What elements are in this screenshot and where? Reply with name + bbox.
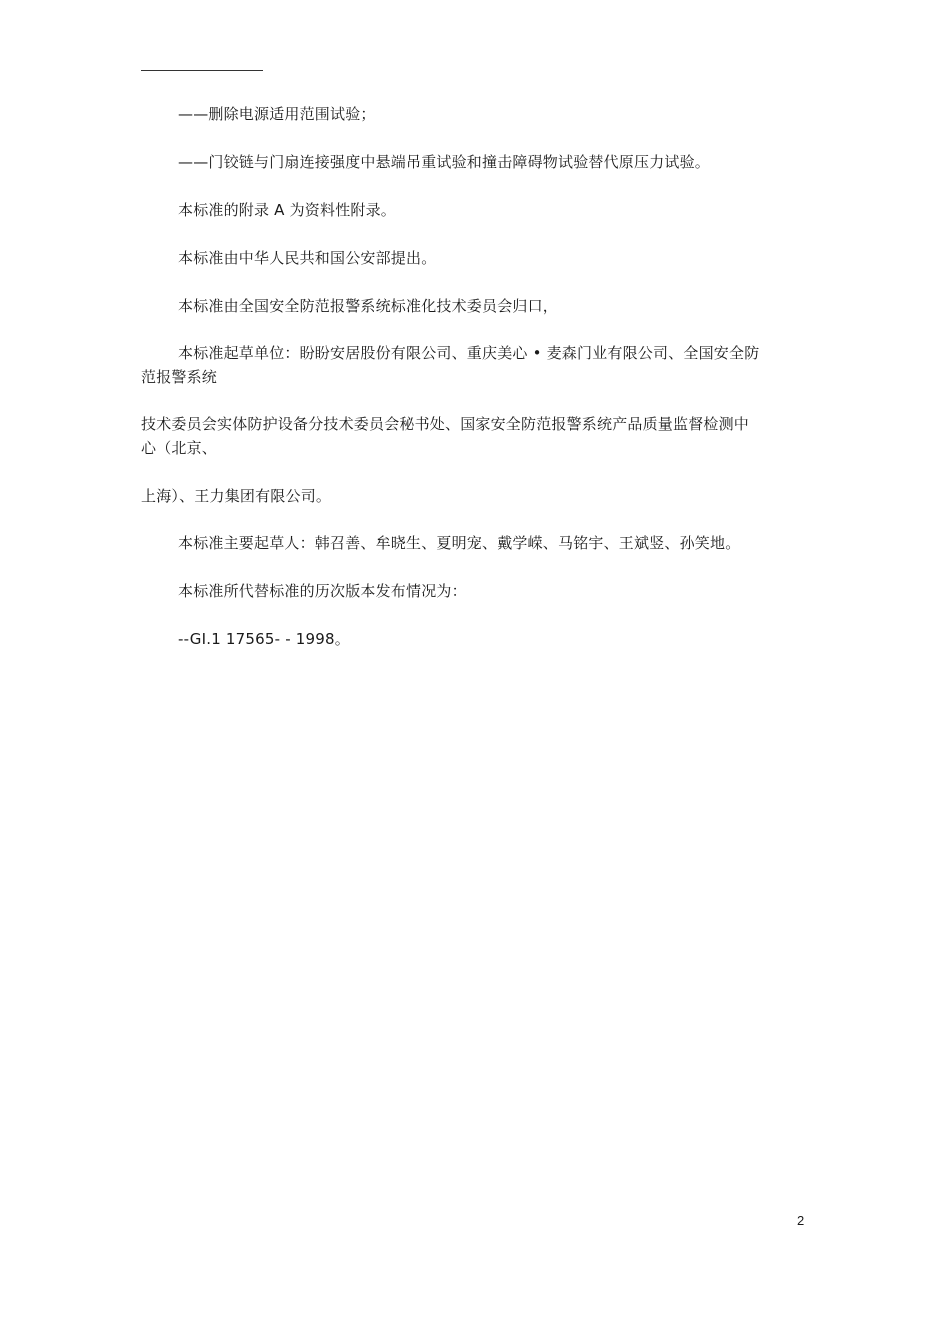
header-divider [141, 70, 263, 71]
text-line-proposer: 本标准由中华人民共和国公安部提出。 [178, 249, 437, 267]
page-number: 2 [797, 1213, 805, 1228]
text-line-history: 本标准所代替标准的历次版本发布情况为： [178, 582, 467, 600]
text-line-group: 上海）、王力集团有限公司。 [141, 487, 332, 505]
text-line-drafting-units: 本标准起草单位：盼盼安居股份有限公司、重庆美心 • 麦森门业有限公司、全国安全防 [178, 344, 760, 362]
text-line-appendix: 本标准的附录 A 为资料性附录。 [178, 201, 396, 219]
text-line-drafters: 本标准主要起草人：韩召善、牟晓生、夏明宠、戴学嵘、马铭宇、王斌竖、孙笑地。 [178, 534, 741, 552]
text-line-hinge-test: ——门铰链与门扇连接强度中悬端吊重试验和撞击障碍物试验替代原压力试验。 [178, 153, 711, 171]
text-line-previous-version: --GI.1 17565- - 1998。 [178, 630, 350, 648]
text-line-subcommittee-cont: 心（北京、 [141, 439, 218, 457]
text-line-subcommittee: 技术委员会实体防护设备分技术委员会秘书处、国家安全防范报警系统产品质量监督检测中 [141, 415, 750, 433]
text-line-delete-power-test: ——删除电源适用范围试验； [178, 105, 376, 123]
text-line-committee: 本标准由全国安全防范报警系统标准化技术委员会归口， [178, 297, 559, 315]
text-line-drafting-units-cont: 范报警系统 [141, 368, 218, 386]
